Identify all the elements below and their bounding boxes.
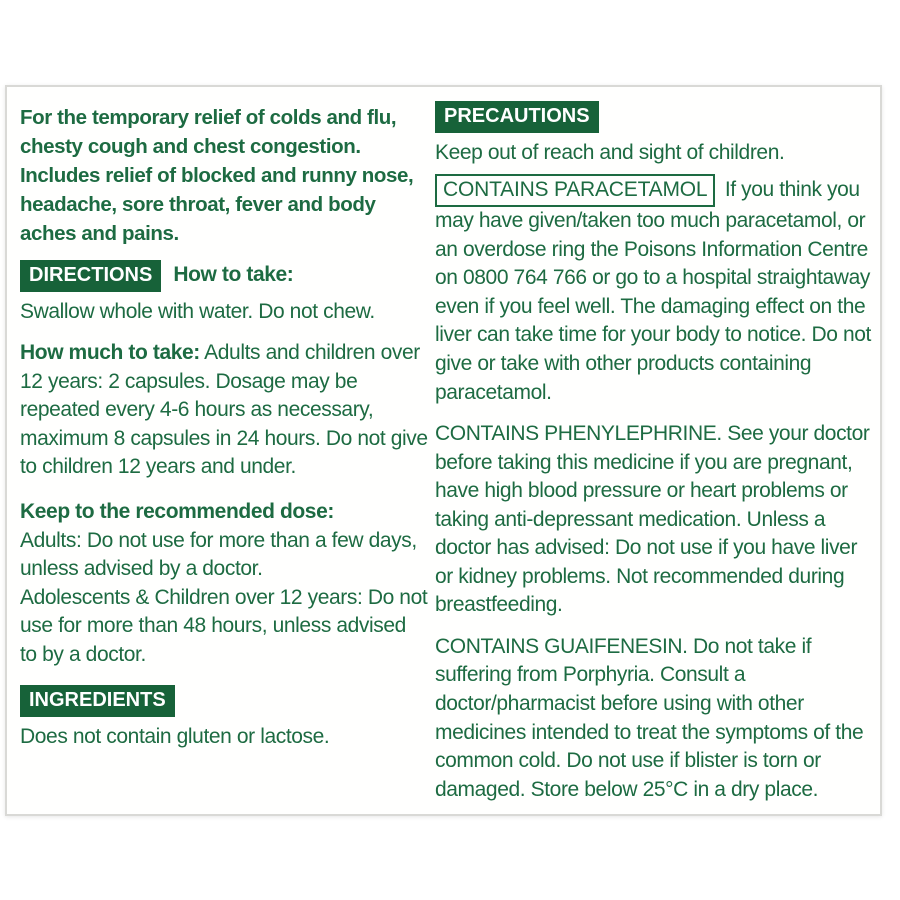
paracetamol-warning-paragraph (435, 174, 877, 407)
medicine-label-panel (5, 85, 882, 816)
contains-paracetamol-box: CONTAINS PARACETAMOL (435, 174, 715, 208)
indications-text: For the temporary relief of colds and flu, chesty cough and chest congestion. Includes relief of blocked and runny nose, headache, sore throat, fever and body aches and pains. (20, 106, 414, 246)
guaifenesin-warning-paragraph: CONTAINS GUAIFENESIN. Do not take if suffering from Porphyria. Consult a doctor/pharmacist before using with other medicines intended to treat the symptoms of the common cold. Do not use if blister is torn or damaged. Store below 25°C in a dry place. (435, 634, 864, 801)
directions-heading-row (20, 260, 428, 292)
ingredients-heading: INGREDIENTS (20, 685, 175, 717)
how-much-to-take-paragraph (20, 339, 428, 482)
recommended-dose-section (20, 498, 428, 669)
how-much-body: Adults and children over 12 years: 2 capsules. Dosage may be repeated every 4-6 hours as necessary, maximum 8 capsules in 24 hours. Do not give to children 12 years and under. (20, 341, 428, 479)
dose-adolescents-text: Adolescents & Children over 12 years: Do not use for more than 48 hours, unless advised to by a doctor. (20, 585, 428, 666)
ingredients-heading-row (20, 685, 428, 717)
dose-heading: Keep to the recommended dose: (20, 500, 334, 524)
precautions-heading-row (435, 101, 877, 133)
ingredients-body: Does not contain gluten or lactose. (20, 725, 330, 749)
children-warning: Keep out of reach and sight of children. (435, 141, 785, 165)
paracetamol-warning-body: If you think you may have given/taken too much paracetamol, or an overdose ring the Poisons Information Centre on 0800 764 766 or go to a hospital straightaway even if you feel well. The damaging effect on the liver can take time for your body to notice. Do not give or take with other products containing paracetamol. (435, 177, 871, 404)
phenylephrine-warning-paragraph: CONTAINS PHENYLEPHRINE. See your doctor before taking this medicine if you are pregnant, have high blood pressure or heart problems or taking anti-depressant medication. Unless a doctor has advised: Do not use if you have liver or kidney problems. Not recommended during breastfeeding. (435, 422, 870, 617)
right-column (435, 101, 877, 804)
left-column (20, 103, 428, 752)
directions-heading: DIRECTIONS (20, 260, 161, 292)
precautions-heading: PRECAUTIONS (435, 101, 599, 133)
how-to-take-heading: How to take: (173, 262, 294, 286)
how-much-heading: How much to take: (20, 341, 200, 365)
dose-adults-text: Adults: Do not use for more than a few days, unless advised by a doctor. (20, 528, 417, 581)
how-to-take-body: Swallow whole with water. Do not chew. (20, 299, 375, 323)
